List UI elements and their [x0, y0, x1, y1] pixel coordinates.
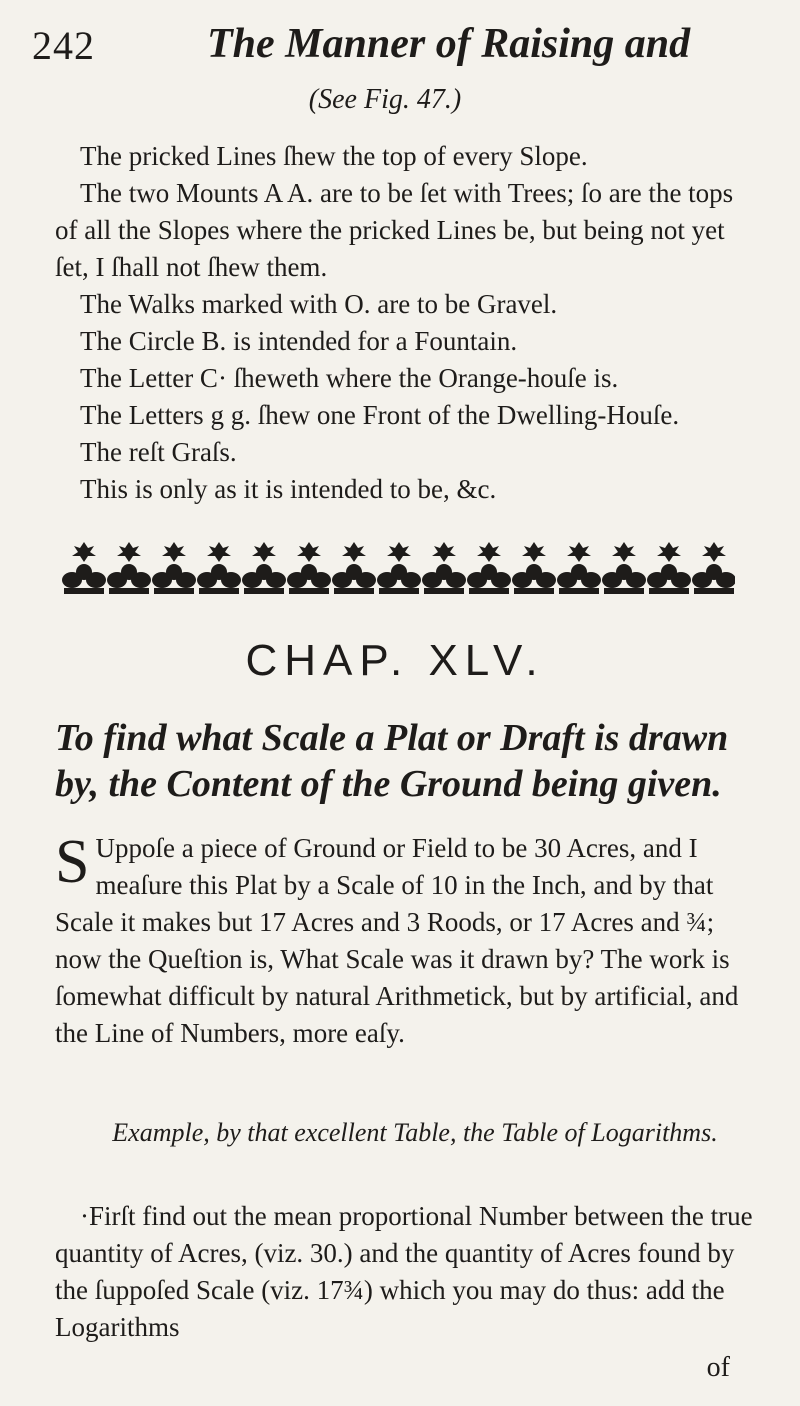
paragraph-text: ·Firſt find out the mean proportional Number between the true quantity of Acres, (viz. 30.) and the quantity of Acres found by the ſuppoſed Scale (viz. 17¾) which you may do thus: add the Logarithms [55, 1201, 753, 1342]
note-line: The Letter C· ſheweth where the Orange-houſe is. [80, 363, 619, 393]
note-line: This is only as it is intended to be, &c. [80, 474, 497, 504]
note-line: The Letters g g. ſhew one Front of the Dwelling-Houſe. [80, 400, 680, 430]
chapter-heading: To find what Scale a Plat or Draft is drawn by, the Content of the Ground being given. [55, 717, 729, 805]
chapter-paragraph [55, 830, 760, 1052]
running-header [32, 14, 760, 74]
running-title: The Manner of Raising and [207, 21, 691, 67]
note-line: The Circle B. is intended for a Fountain. [80, 326, 518, 356]
note-line: The Walks marked with O. are to be Gravel. [80, 289, 558, 319]
chapter-number: CHAP. XLV. [245, 636, 545, 685]
note-line: The reſt Graſs. [80, 437, 237, 467]
page-number: 242 [32, 23, 95, 68]
drop-cap: S [55, 828, 90, 896]
note-line: The pricked Lines ſhew the top of every Slope. [80, 141, 588, 171]
note-line: The two Mounts A A. are to be ſet with Trees; ſo are the tops of all the Slopes where the pricked Lines be, but being not yet ſet, I ſhall not ſhew them. [55, 178, 734, 282]
figure-reference: (See Fig. 47.) [308, 84, 462, 115]
figure-notes [55, 138, 760, 508]
catchword: of [706, 1352, 730, 1383]
example-heading: Example, by that excellent Table, the Table of Logarithms. [112, 1118, 718, 1147]
second-paragraph [55, 1198, 760, 1346]
decorative-ornament-band [60, 540, 735, 602]
paragraph-text: Uppoſe a piece of Ground or Field to be 30 Acres, and I meaſure this Plat by a Scale of 10 in the Inch, and by that Scale it makes but 17 Acres and 3 Roods, or 17 Acres and ¾; now the Queſtion is, What Scale was it drawn by? The work is ſomewhat difficult by natural Arithmetick, but by artificial, and the Line of Numbers, more eaſy. [55, 833, 739, 1048]
